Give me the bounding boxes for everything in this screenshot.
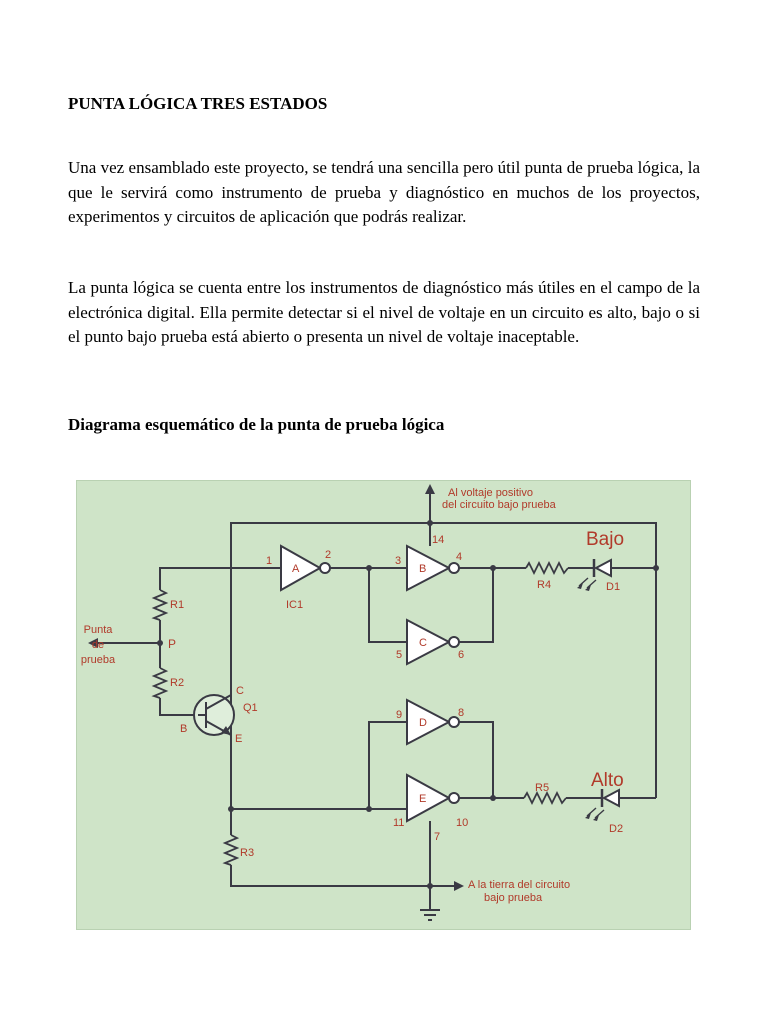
r1-label: R1 [170, 599, 185, 611]
pin-5-label: 5 [396, 649, 403, 661]
pin-9-label: 9 [396, 709, 403, 721]
junction-dot [427, 520, 433, 526]
section-heading: Diagrama esquemático de la punta de prueba lógica [68, 415, 445, 434]
pin-2-label: 2 [325, 549, 332, 561]
d1-label: D1 [606, 581, 621, 593]
alto-label: Alto [591, 770, 624, 791]
ground-note-line2: bajo prueba [484, 892, 543, 904]
pin-11-label: 11 [393, 817, 405, 829]
q1-label: Q1 [243, 702, 258, 714]
gate-b-bubble [449, 563, 459, 573]
r5-label: R5 [535, 782, 550, 794]
gate-e-bubble [449, 793, 459, 803]
supply-note-line1: Al voltaje positivo [448, 487, 533, 499]
probe-label-line3: prueba [80, 654, 116, 666]
gate-e-letter: E [419, 793, 427, 805]
collector-label: C [236, 685, 244, 697]
page-title: PUNTA LÓGICA TRES ESTADOS [68, 94, 328, 113]
pin-3-label: 3 [395, 555, 402, 567]
supply-note-line2: del circuito bajo prueba [442, 499, 556, 511]
gate-c-bubble [449, 637, 459, 647]
base-label: B [180, 723, 188, 735]
junction-dot [228, 806, 234, 812]
r3-label: R3 [240, 847, 255, 859]
bajo-label: Bajo [586, 529, 625, 550]
paragraph-description: La punta lógica se cuenta entre los instrumentos de diagnóstico más útiles en el campo de la electrónica digital. Ella permite detectar si el nivel de voltaje en un circuito es alto, bajo o si el punto bajo prueba está abierto o presenta un nivel de voltaje inaceptable. [68, 278, 700, 346]
junction-dot [490, 565, 496, 571]
pin-10-label: 10 [456, 817, 469, 829]
ground-note-line1: A la tierra del circuito [468, 879, 571, 891]
gate-c-letter: C [419, 637, 427, 649]
probe-label-line2: de [91, 639, 105, 651]
pin-6-label: 6 [458, 649, 465, 661]
gate-a-bubble [320, 563, 330, 573]
junction-dot [653, 565, 659, 571]
pin-8-label: 8 [458, 707, 465, 719]
pin-14-label: 14 [432, 534, 445, 546]
emitter-label: E [235, 733, 243, 745]
junction-dot [157, 640, 163, 646]
junction-dot [490, 795, 496, 801]
gate-b-letter: B [419, 563, 427, 575]
junction-dot [427, 883, 433, 889]
gate-a-letter: A [292, 563, 300, 575]
gate-d-letter: D [419, 717, 427, 729]
node-p-label: P [168, 637, 177, 651]
r2-label: R2 [170, 677, 185, 689]
r4-label: R4 [537, 579, 552, 591]
pin-1-label: 1 [266, 555, 273, 567]
junction-dot [366, 806, 372, 812]
paragraph-intro: Una vez ensamblado este proyecto, se tendrá una sencilla pero útil punta de prueba lógica, la que le servirá como instrumento de prueba y diagnóstico en muchos de los proyectos, experimentos y circuitos de aplicación que podrás realizar. [68, 158, 700, 226]
probe-label-line1: Punta [83, 624, 113, 636]
ic1-label: IC1 [286, 599, 304, 611]
d2-label: D2 [609, 823, 624, 835]
pin-4-label: 4 [456, 551, 463, 563]
junction-dot [366, 565, 372, 571]
schematic-diagram [76, 480, 691, 930]
pin-7-label: 7 [434, 831, 441, 843]
